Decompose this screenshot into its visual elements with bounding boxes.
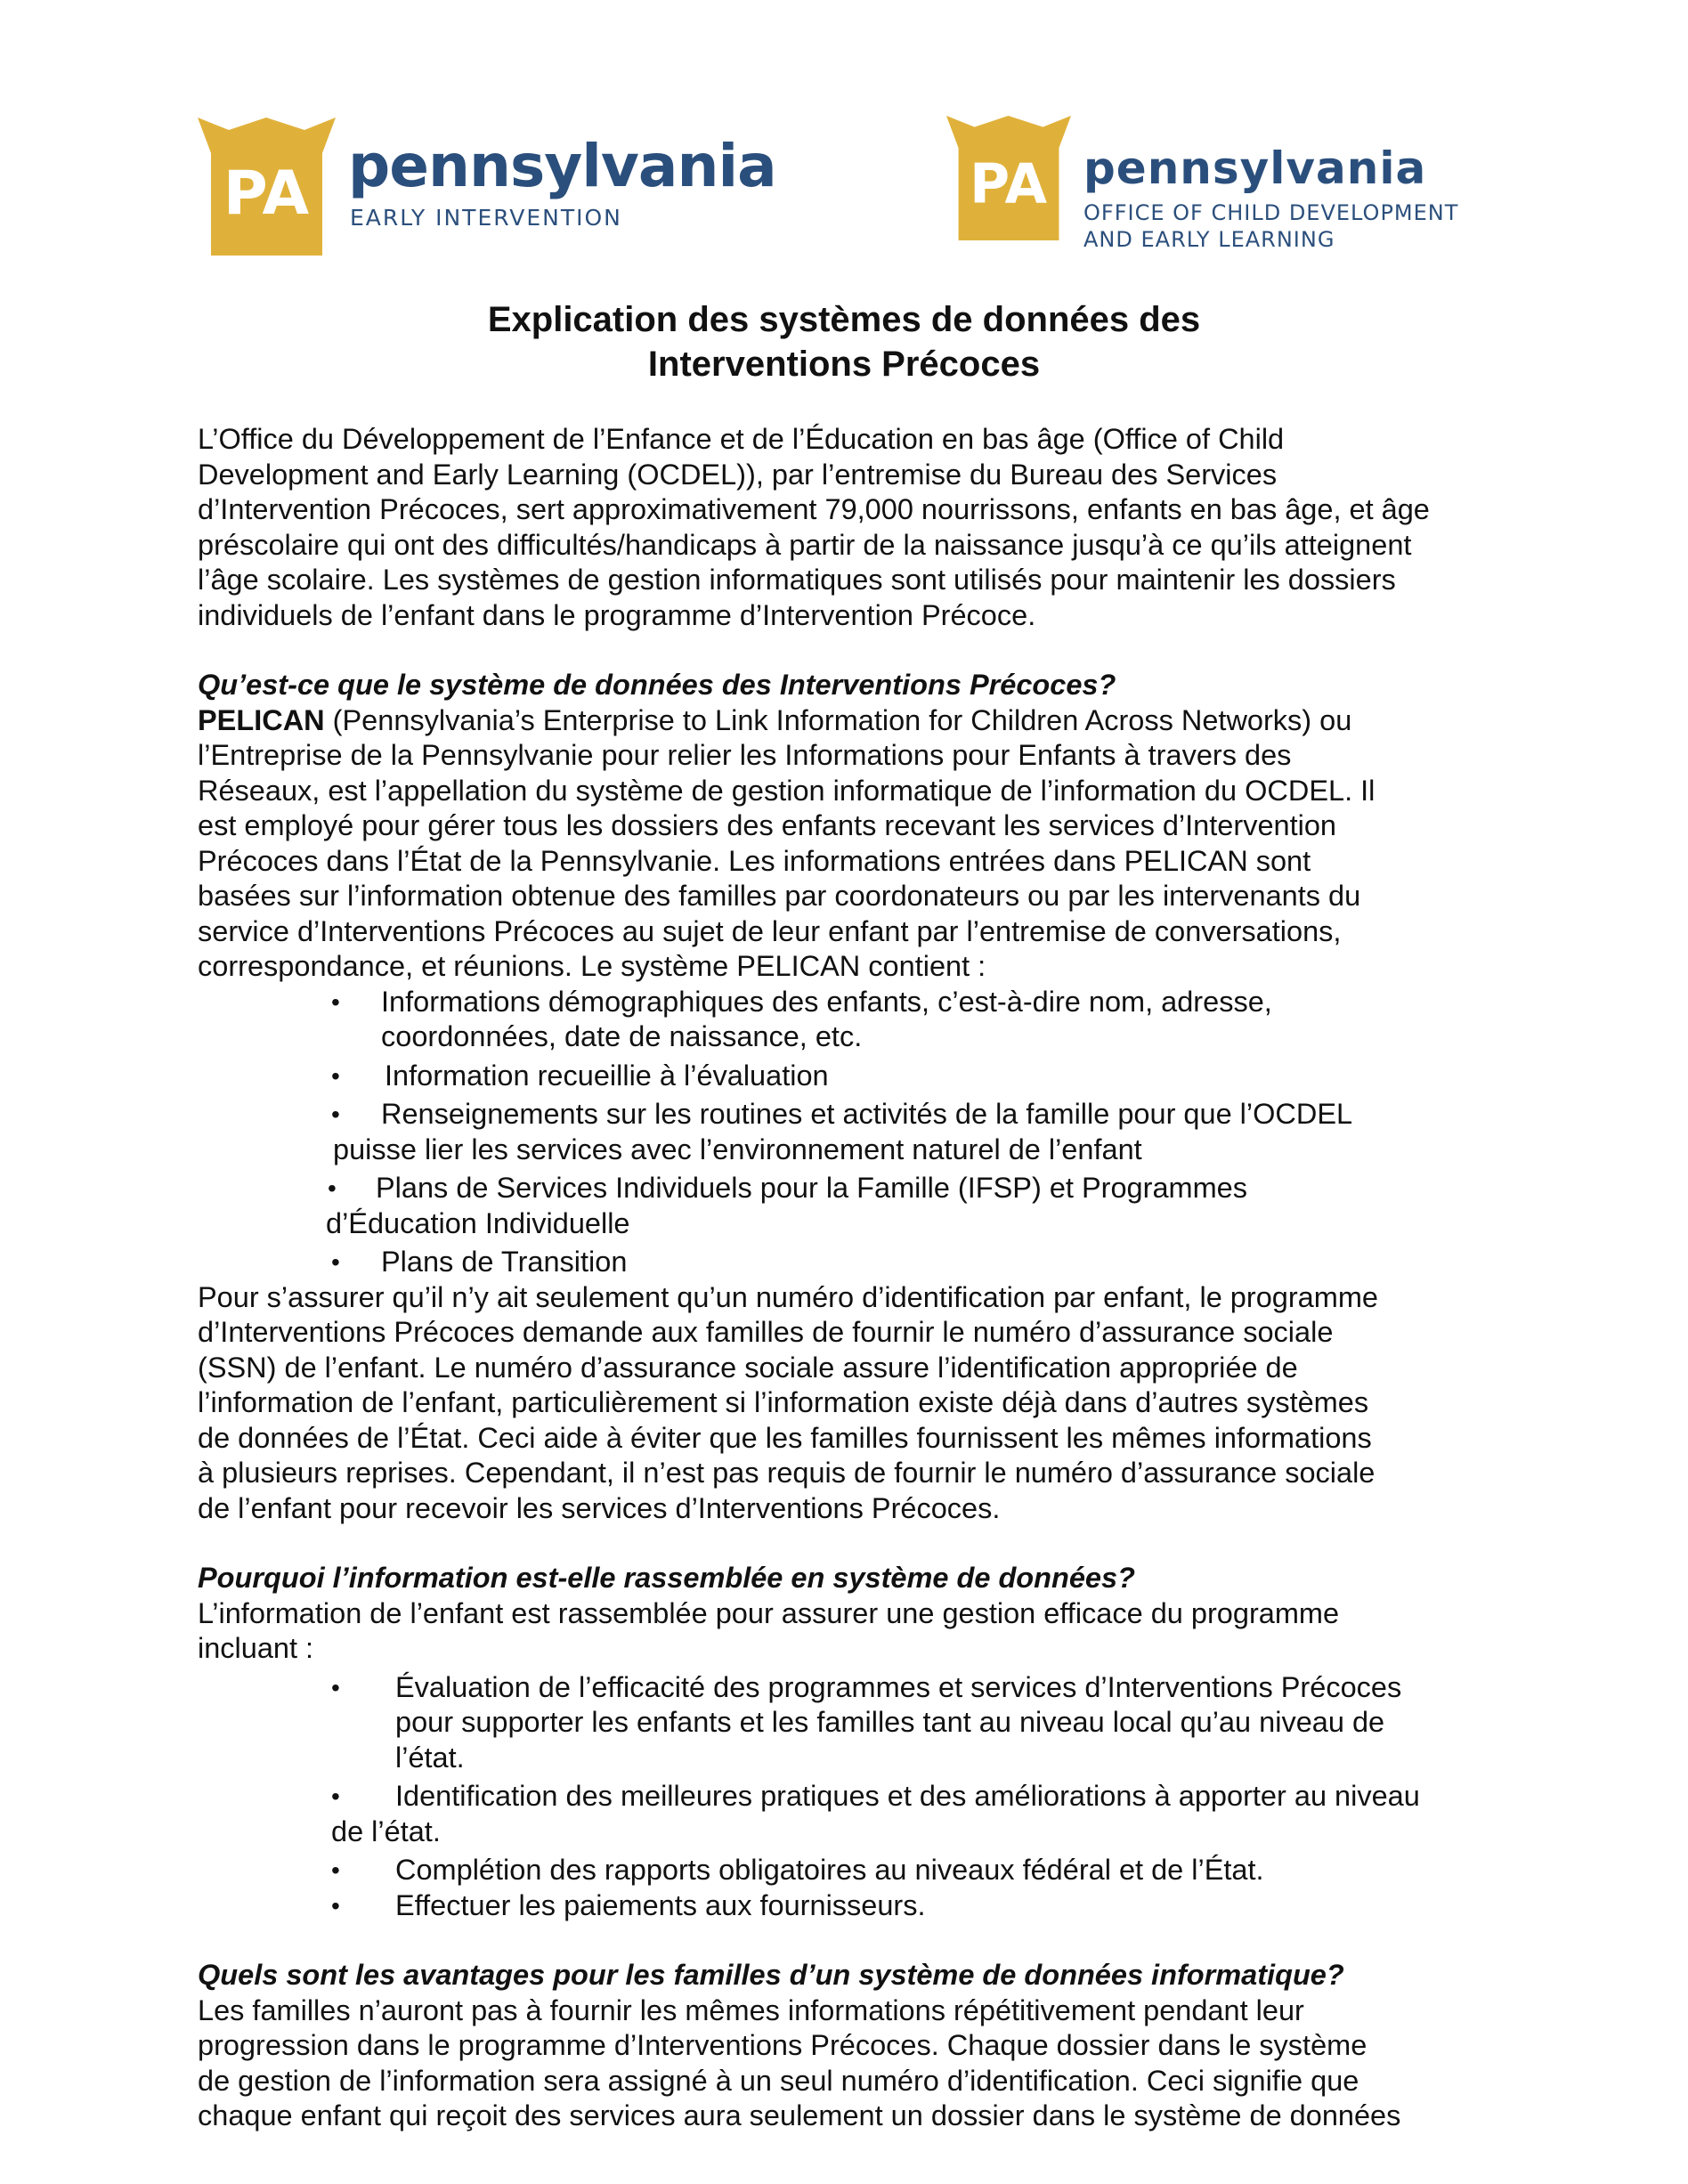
intro-paragraph: L’Office du Développement de l’Enfance et de l’Éducation en bas âge (Office of Child Development and Early Learning (OCDEL)), par l’entremise du Bureau des Services d’Intervention Précoces, sert approximativement 79,000 nourrissons, enfants en bas âge, et âge préscolaire qui ont des difficultés/handicaps à partir de la naissance jusqu’à ce qu’ils atteignent l’âge scolaire. Les systèmes de gestion informatiques sont utilisés pour maintenir les dossiers individuels de l’enfant dans le programme d’Intervention Précoce. bbox=[198, 423, 1430, 631]
section-heading: Quels sont les avantages pour les familles d’un système de données informatique? bbox=[198, 1959, 1344, 1991]
bullet-list bbox=[198, 1670, 1506, 1924]
section-heading: Pourquoi l’information est-elle rassemblée en système de données? bbox=[198, 1562, 1135, 1594]
list-item: • Plans de Transition bbox=[331, 1246, 628, 1278]
svg-text:PA: PA bbox=[970, 152, 1048, 216]
section-paragraph: L’information de l’enfant est rassemblée pour assurer une gestion efficace du programme incluant : bbox=[198, 1596, 1340, 1664]
logo-subtitle: OFFICE OF CHILD DEVELOPMENT AND EARLY LEARNING bbox=[1083, 200, 1459, 252]
list-item: • Évaluation de l’efficacité des programmes et services d’Interventions Précoces pour supporter les enfants et les familles tant au niveau local qu’au niveau de l’état. bbox=[331, 1670, 1402, 1774]
section-paragraph: PELICAN (Pennsylvania’s Enterprise to Link Information for Children Across Networks) ou l’Entreprise de la Pennsylvanie pour relier les Informations pour Enfants à travers des Réseaux, est l’appellation du système de gestion informatique de l’information du OCDEL. Il est employé pour gérer tous les dossiers des enfants recevant les services d’Intervention Précoces dans l’État de la Pennsylvanie. Les informations entrées dans PELICAN sont basées sur l’information obtenue des familles par coordonateurs ou par les intervenants du service d’Interventions Précoces au sujet de leur enfant par l’entremise de conversations, correspondance, et réunions. Le système PELICAN contient : bbox=[198, 703, 1376, 982]
logo-subtitle: EARLY INTERVENTION bbox=[350, 205, 622, 231]
bullet-list bbox=[198, 985, 1506, 1280]
list-item: • Plans de Services Individuels pour la Famille (IFSP) et Programmes d’Éducation Individuelle bbox=[326, 1172, 1247, 1239]
keystone-icon bbox=[946, 116, 1071, 240]
list-item: • Information recueillie à l’évaluation bbox=[331, 1059, 829, 1092]
logo-name: pennsylvania bbox=[348, 132, 776, 200]
list-item: • Informations démographiques des enfants, c’est-à-dire nom, adresse, coordonnées, date de naissance, etc. bbox=[331, 985, 1272, 1052]
ssn-paragraph: Pour s’assurer qu’il n’y ait seulement qu’un numéro d’identification par enfant, le programme d’Interventions Précoces demande aux familles de fournir le numéro d’assurance sociale (SSN) de l’enfant. Le numéro d’assurance sociale assure l’identification appropriée de l’information de l’enfant, particulièrement si l’information existe déjà dans d’autres systèmes de données de l’État. Ceci aide à éviter que les familles fournissent les mêmes informations à plusieurs reprises. Cependant, il n’est pas requis de fournir le numéro d’assurance sociale de l’enfant pour recevoir les services d’Interventions Précoces. bbox=[198, 1280, 1378, 1524]
pa-early-intervention-logo bbox=[198, 118, 776, 256]
pa-ocdel-logo bbox=[946, 116, 1458, 253]
list-item: • Effectuer les paiements aux fournisseurs. bbox=[331, 1888, 926, 1921]
document-body bbox=[198, 422, 1506, 2134]
logo-name: pennsylvania bbox=[1083, 142, 1427, 194]
section-heading: Qu’est-ce que le système de données des Interventions Précoces? bbox=[198, 669, 1116, 701]
list-item: • Renseignements sur les routines et activités de la famille pour que l’OCDEL puisse lier les services avec l’environnement naturel de l’enfant bbox=[331, 1098, 1353, 1165]
keystone-icon bbox=[198, 118, 336, 256]
section-paragraph: Les familles n’auront pas à fournir les mêmes informations répétitivement pendant leur progression dans le programme d’Interventions Précoces. Chaque dossier dans le système de gestion de l’information sera assigné à un seul numéro d’identification. Ceci signifie que chaque enfant qui reçoit des services aura seulement un dossier dans le système de données bbox=[198, 1993, 1401, 2131]
list-item: • Complétion des rapports obligatoires au niveaux fédéral et de l’État. bbox=[331, 1854, 1264, 1886]
page-title: Explication des systèmes de données des Interventions Précoces bbox=[487, 300, 1201, 384]
svg-text:PA: PA bbox=[223, 158, 310, 229]
list-item: • Identification des meilleures pratiques et des améliorations à apporter au niveau de l’état. bbox=[331, 1780, 1420, 1847]
